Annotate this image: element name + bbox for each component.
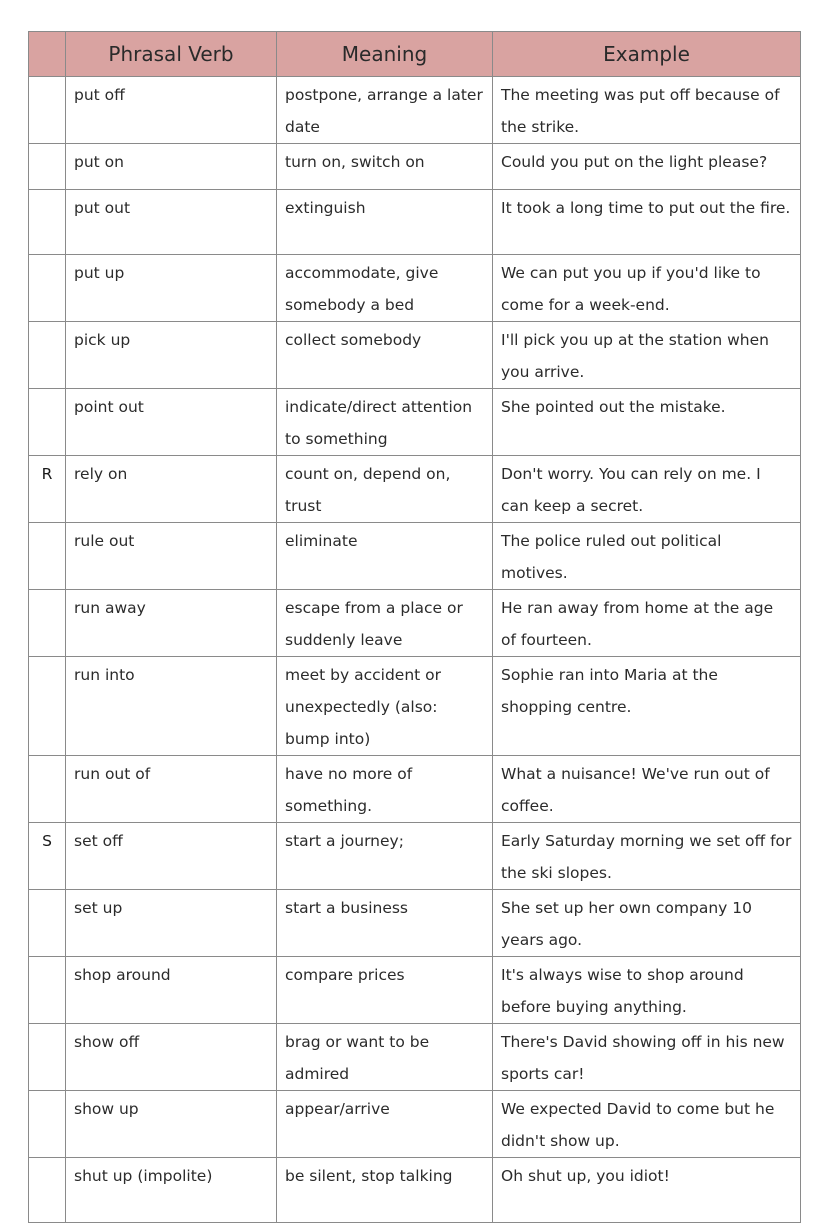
row-verb: put out — [66, 190, 277, 255]
row-letter — [29, 657, 66, 756]
row-example: Don't worry. You can rely on me. I can keep a secret. — [493, 456, 801, 523]
row-letter — [29, 1091, 66, 1158]
table-row — [29, 389, 801, 456]
row-letter — [29, 957, 66, 1024]
row-meaning: start a business — [277, 890, 493, 957]
row-letter — [29, 1024, 66, 1091]
row-example: She pointed out the mistake. — [493, 389, 801, 456]
row-meaning: extinguish — [277, 190, 493, 255]
row-verb: run into — [66, 657, 277, 756]
row-meaning: postpone, arrange a later date — [277, 77, 493, 144]
table-header-row — [29, 32, 801, 77]
row-example: What a nuisance! We've run out of coffee. — [493, 756, 801, 823]
row-meaning: count on, depend on, trust — [277, 456, 493, 523]
phrasal-verb-table — [28, 31, 801, 1223]
row-letter — [29, 190, 66, 255]
table-row — [29, 823, 801, 890]
row-verb: put off — [66, 77, 277, 144]
header-meaning: Meaning — [277, 32, 493, 77]
row-verb: set up — [66, 890, 277, 957]
row-meaning: compare prices — [277, 957, 493, 1024]
row-meaning: have no more of something. — [277, 756, 493, 823]
row-verb: point out — [66, 389, 277, 456]
row-verb: show up — [66, 1091, 277, 1158]
table-row — [29, 1158, 801, 1223]
row-verb: show off — [66, 1024, 277, 1091]
row-letter — [29, 590, 66, 657]
table-row — [29, 77, 801, 144]
row-letter — [29, 890, 66, 957]
row-example: Oh shut up, you idiot! — [493, 1158, 801, 1223]
row-letter — [29, 77, 66, 144]
row-verb: put on — [66, 144, 277, 190]
row-example: Sophie ran into Maria at the shopping centre. — [493, 657, 801, 756]
row-example: The meeting was put off because of the strike. — [493, 77, 801, 144]
table-row — [29, 1091, 801, 1158]
table-row — [29, 144, 801, 190]
header-letter — [29, 32, 66, 77]
row-letter — [29, 1158, 66, 1223]
row-meaning: collect somebody — [277, 322, 493, 389]
row-meaning: appear/arrive — [277, 1091, 493, 1158]
table-row — [29, 890, 801, 957]
row-meaning: escape from a place or suddenly leave — [277, 590, 493, 657]
row-example: Early Saturday morning we set off for the ski slopes. — [493, 823, 801, 890]
table-row — [29, 456, 801, 523]
row-meaning: accommodate, give somebody a bed — [277, 255, 493, 322]
row-verb: shut up (impolite) — [66, 1158, 277, 1223]
table-row — [29, 1024, 801, 1091]
row-letter: S — [29, 823, 66, 890]
table-row — [29, 190, 801, 255]
row-letter — [29, 144, 66, 190]
row-letter — [29, 389, 66, 456]
table-row — [29, 590, 801, 657]
row-verb: pick up — [66, 322, 277, 389]
row-example: There's David showing off in his new sports car! — [493, 1024, 801, 1091]
row-verb: put up — [66, 255, 277, 322]
header-example: Example — [493, 32, 801, 77]
row-example: It's always wise to shop around before buying anything. — [493, 957, 801, 1024]
row-verb: set off — [66, 823, 277, 890]
row-verb: shop around — [66, 957, 277, 1024]
row-meaning: indicate/direct attention to something — [277, 389, 493, 456]
header-phrasal-verb: Phrasal Verb — [66, 32, 277, 77]
row-example: She set up her own company 10 years ago. — [493, 890, 801, 957]
row-example: We can put you up if you'd like to come for a week-end. — [493, 255, 801, 322]
row-example: Could you put on the light please? — [493, 144, 801, 190]
row-letter — [29, 255, 66, 322]
row-example: It took a long time to put out the fire. — [493, 190, 801, 255]
table-row — [29, 523, 801, 590]
table-row — [29, 657, 801, 756]
row-meaning: brag or want to be admired — [277, 1024, 493, 1091]
table-row — [29, 756, 801, 823]
row-verb: run away — [66, 590, 277, 657]
phrasal-verb-table-container — [28, 31, 800, 1223]
row-meaning: start a journey; — [277, 823, 493, 890]
row-meaning: turn on, switch on — [277, 144, 493, 190]
row-letter: R — [29, 456, 66, 523]
table-row — [29, 255, 801, 322]
row-verb: rule out — [66, 523, 277, 590]
row-meaning: eliminate — [277, 523, 493, 590]
row-verb: rely on — [66, 456, 277, 523]
row-letter — [29, 523, 66, 590]
row-example: The police ruled out political motives. — [493, 523, 801, 590]
row-letter — [29, 322, 66, 389]
row-example: I'll pick you up at the station when you arrive. — [493, 322, 801, 389]
row-letter — [29, 756, 66, 823]
row-verb: run out of — [66, 756, 277, 823]
row-meaning: meet by accident or unexpectedly (also: bump into) — [277, 657, 493, 756]
table-row — [29, 957, 801, 1024]
row-example: He ran away from home at the age of fourteen. — [493, 590, 801, 657]
row-example: We expected David to come but he didn't show up. — [493, 1091, 801, 1158]
row-meaning: be silent, stop talking — [277, 1158, 493, 1223]
table-row — [29, 322, 801, 389]
